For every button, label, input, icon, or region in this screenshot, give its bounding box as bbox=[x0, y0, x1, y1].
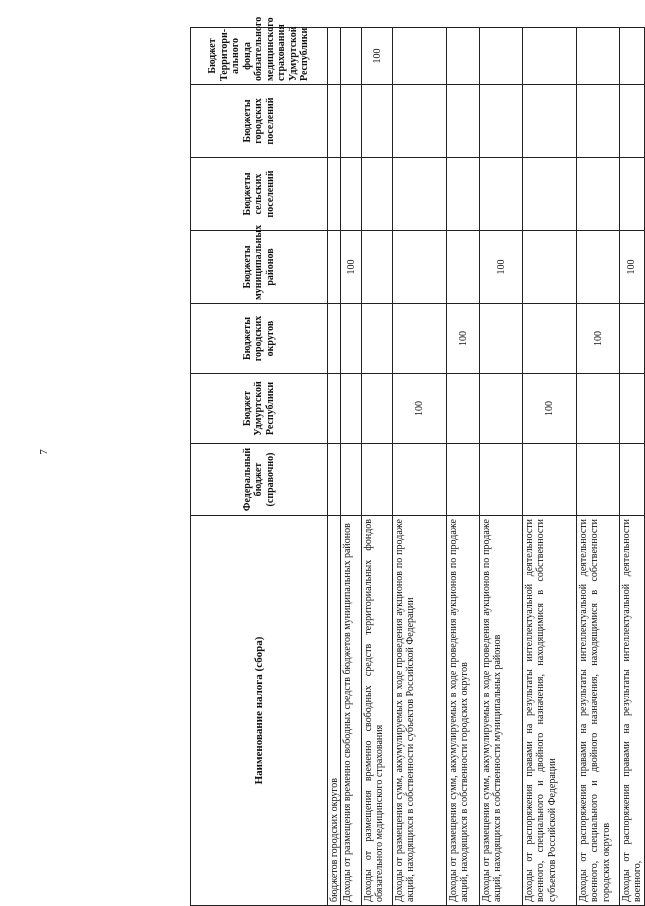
share-value-cell bbox=[393, 304, 447, 374]
share-value-cell bbox=[362, 158, 393, 231]
share-value-cell bbox=[447, 444, 480, 516]
share-value-cell bbox=[523, 85, 577, 158]
share-value-cell bbox=[393, 231, 447, 304]
share-value-cell bbox=[620, 304, 644, 374]
share-value-cell bbox=[447, 374, 480, 444]
share-value-cell bbox=[480, 28, 523, 85]
table-header-row bbox=[191, 28, 328, 906]
share-value-cell bbox=[362, 85, 393, 158]
table-row bbox=[328, 28, 341, 906]
share-value-cell bbox=[341, 374, 362, 444]
share-value-cell bbox=[393, 158, 447, 231]
tax-distribution-table bbox=[190, 16, 645, 906]
share-value-cell bbox=[480, 85, 523, 158]
share-value-cell bbox=[620, 444, 644, 516]
share-value-cell: 100 bbox=[393, 374, 447, 444]
share-value-cell bbox=[480, 374, 523, 444]
header-republic-budget: Бюджет Удмуртской Республики bbox=[191, 374, 328, 444]
table-row bbox=[480, 28, 523, 906]
share-value-cell bbox=[393, 28, 447, 85]
table-row bbox=[523, 28, 577, 906]
tax-name-cell: Доходы от распоряжения правами на результаты интеллектуальной деятельности военного, bbox=[620, 516, 644, 906]
table-row bbox=[577, 28, 620, 906]
share-value-cell bbox=[362, 304, 393, 374]
share-value-cell bbox=[480, 444, 523, 516]
share-value-cell bbox=[523, 444, 577, 516]
share-value-cell bbox=[523, 28, 577, 85]
share-value-cell bbox=[447, 231, 480, 304]
header-tax-name: Наименование налога (сбора) bbox=[191, 516, 328, 906]
share-value-cell bbox=[328, 304, 341, 374]
share-value-cell bbox=[341, 304, 362, 374]
table-row bbox=[362, 28, 393, 906]
tax-name-cell: Доходы от размещения временно свободных средств территориальных фондов обязательного медицинского страхования bbox=[362, 516, 393, 906]
share-value-cell bbox=[577, 374, 620, 444]
share-value-cell: 100 bbox=[447, 304, 480, 374]
share-value-cell bbox=[577, 85, 620, 158]
share-value-cell bbox=[328, 374, 341, 444]
share-value-cell bbox=[447, 28, 480, 85]
share-value-cell bbox=[328, 28, 341, 85]
tax-name-cell: бюджетов городских округов bbox=[328, 516, 341, 906]
share-value-cell bbox=[362, 231, 393, 304]
table-row bbox=[341, 28, 362, 906]
tax-name-cell: Доходы от размещения сумм, аккумулируемых в ходе проведения аукционов по продаже акций, находящихся в собственности муниципальных районов bbox=[480, 516, 523, 906]
share-value-cell bbox=[577, 28, 620, 85]
share-value-cell bbox=[620, 374, 644, 444]
share-value-cell bbox=[523, 231, 577, 304]
header-municipal-districts: Бюджеты муниципальных районов bbox=[191, 231, 328, 304]
share-value-cell: 100 bbox=[480, 231, 523, 304]
share-value-cell bbox=[447, 85, 480, 158]
tax-name-cell: Доходы от распоряжения правами на результаты интеллектуальной деятельности военного, специального и двойного назначения, находящимися в собственности городских округов bbox=[577, 516, 620, 906]
share-value-cell bbox=[577, 231, 620, 304]
rotated-table-wrapper bbox=[190, 16, 644, 906]
share-value-cell bbox=[620, 28, 644, 85]
share-value-cell bbox=[577, 444, 620, 516]
share-value-cell: 100 bbox=[620, 231, 644, 304]
share-value-cell bbox=[620, 85, 644, 158]
share-value-cell bbox=[341, 158, 362, 231]
share-value-cell bbox=[341, 444, 362, 516]
header-rural-settlements: Бюджеты сельских поселений bbox=[191, 158, 328, 231]
table-row bbox=[620, 28, 644, 906]
share-value-cell: 100 bbox=[362, 28, 393, 85]
header-federal-budget: Федеральный бюджет (справочно) bbox=[191, 444, 328, 516]
header-city-districts: Бюджеты городских округов bbox=[191, 304, 328, 374]
share-value-cell bbox=[620, 158, 644, 231]
share-value-cell bbox=[362, 374, 393, 444]
tax-name-cell: Доходы от размещения сумм, аккумулируемых в ходе проведения аукционов по продаже акций, находящихся в собственности субъектов Российской Федерации bbox=[393, 516, 447, 906]
share-value-cell bbox=[341, 85, 362, 158]
tax-name-cell: Доходы от распоряжения правами на результаты интеллектуальной деятельности военного, специального и двойного назначения, находящимися в собственности субъектов Российской Федерации bbox=[523, 516, 577, 906]
share-value-cell bbox=[393, 85, 447, 158]
share-value-cell: 100 bbox=[577, 304, 620, 374]
share-value-cell bbox=[328, 158, 341, 231]
header-urban-settlements: Бюджеты городских поселений bbox=[191, 85, 328, 158]
share-value-cell bbox=[480, 158, 523, 231]
share-value-cell bbox=[447, 158, 480, 231]
share-value-cell bbox=[328, 231, 341, 304]
share-value-cell bbox=[362, 444, 393, 516]
share-value-cell: 100 bbox=[523, 374, 577, 444]
header-tfoms-budget: Бюджет Территори-ального фонда обязательного медицинского страхования Удмуртской Республики bbox=[191, 28, 328, 85]
share-value-cell bbox=[328, 444, 341, 516]
share-value-cell bbox=[523, 304, 577, 374]
tax-name-cell: Доходы от размещения временно свободных средств бюджетов муниципальных районов bbox=[341, 516, 362, 906]
share-value-cell: 100 bbox=[341, 231, 362, 304]
table-row bbox=[393, 28, 447, 906]
share-value-cell bbox=[393, 444, 447, 516]
tax-name-cell: Доходы от размещения сумм, аккумулируемых в ходе проведения аукционов по продаже акций, находящихся в собственности городских округов bbox=[447, 516, 480, 906]
share-value-cell bbox=[523, 158, 577, 231]
share-value-cell bbox=[341, 28, 362, 85]
share-value-cell bbox=[480, 304, 523, 374]
table-body bbox=[328, 28, 645, 906]
share-value-cell bbox=[328, 85, 341, 158]
table-row bbox=[447, 28, 480, 906]
page-number: 7 bbox=[38, 449, 50, 455]
share-value-cell bbox=[577, 158, 620, 231]
